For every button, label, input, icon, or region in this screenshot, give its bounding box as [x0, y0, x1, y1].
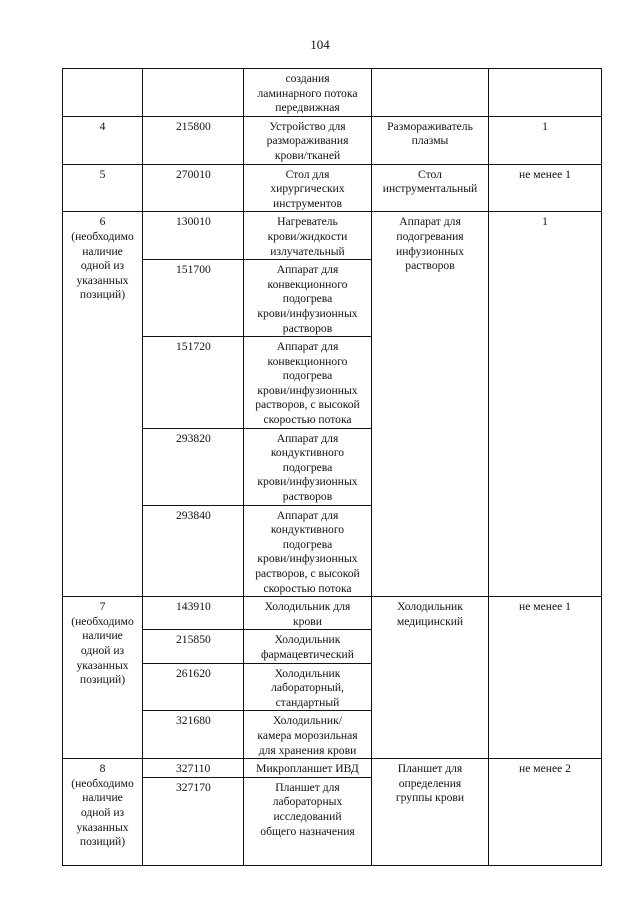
nomenclature-code: 321680 — [143, 711, 244, 759]
row-number: 8 (необходимо наличие одной из указанных позиций) — [63, 759, 143, 866]
table-row — [63, 212, 602, 260]
equipment-type — [372, 69, 489, 117]
nomenclature-code: 293840 — [143, 505, 244, 597]
row-number: 7 (необходимо наличие одной из указанных позиций) — [63, 597, 143, 759]
nomenclature-code: 261620 — [143, 663, 244, 711]
equipment-name: Холодильник/ камера морозильная для хранения крови — [244, 711, 372, 759]
table-row — [63, 116, 602, 164]
nomenclature-code: 327170 — [143, 777, 244, 865]
nomenclature-code: 151720 — [143, 337, 244, 429]
equipment-name: Стол для хирургических инструментов — [244, 164, 372, 212]
equipment-table — [62, 68, 602, 866]
page-number: 104 — [310, 37, 330, 52]
table-row — [63, 759, 602, 778]
equipment-name: Холодильник лабораторный, стандартный — [244, 663, 372, 711]
nomenclature-code: 215850 — [143, 630, 244, 663]
row-number: 5 — [63, 164, 143, 212]
required-quantity — [489, 69, 602, 117]
equipment-name: создания ламинарного потока передвижная — [244, 69, 372, 117]
nomenclature-code: 327110 — [143, 759, 244, 778]
table-row — [63, 164, 602, 212]
equipment-name: Микропланшет ИВД — [244, 759, 372, 778]
row-number: 4 — [63, 116, 143, 164]
nomenclature-code: 130010 — [143, 212, 244, 260]
equipment-name: Холодильник фармацевтический — [244, 630, 372, 663]
equipment-name: Аппарат для кондуктивного подогрева крови/инфузионных растворов — [244, 428, 372, 505]
equipment-type: Стол инструментальный — [372, 164, 489, 212]
required-quantity: не менее 1 — [489, 597, 602, 759]
row-number: 6 (необходимо наличие одной из указанных позиций) — [63, 212, 143, 597]
required-quantity: не менее 1 — [489, 164, 602, 212]
table-row — [63, 69, 602, 117]
equipment-name: Устройство для размораживания крови/тканей — [244, 116, 372, 164]
equipment-name: Нагреватель крови/жидкости излучательный — [244, 212, 372, 260]
equipment-name: Аппарат для конвекционного подогрева крови/инфузионных растворов, с высокой скоростью потока — [244, 337, 372, 429]
required-quantity: 1 — [489, 212, 602, 597]
nomenclature-code: 293820 — [143, 428, 244, 505]
nomenclature-code: 151700 — [143, 260, 244, 337]
row-number — [63, 69, 143, 117]
required-quantity: не менее 2 — [489, 759, 602, 866]
nomenclature-code: 270010 — [143, 164, 244, 212]
equipment-type: Холодильник медицинский — [372, 597, 489, 759]
equipment-name: Планшет для лабораторных исследований общего назначения — [244, 777, 372, 865]
nomenclature-code — [143, 69, 244, 117]
equipment-type: Планшет для определения группы крови — [372, 759, 489, 866]
equipment-name: Холодильник для крови — [244, 597, 372, 630]
nomenclature-code: 143910 — [143, 597, 244, 630]
equipment-name: Аппарат для конвекционного подогрева крови/инфузионных растворов — [244, 260, 372, 337]
equipment-type: Размораживатель плазмы — [372, 116, 489, 164]
equipment-name: Аппарат для кондуктивного подогрева крови/инфузионных растворов, с высокой скоростью потока — [244, 505, 372, 597]
nomenclature-code: 215800 — [143, 116, 244, 164]
required-quantity: 1 — [489, 116, 602, 164]
table-row — [63, 597, 602, 630]
equipment-type: Аппарат для подогревания инфузионных растворов — [372, 212, 489, 597]
